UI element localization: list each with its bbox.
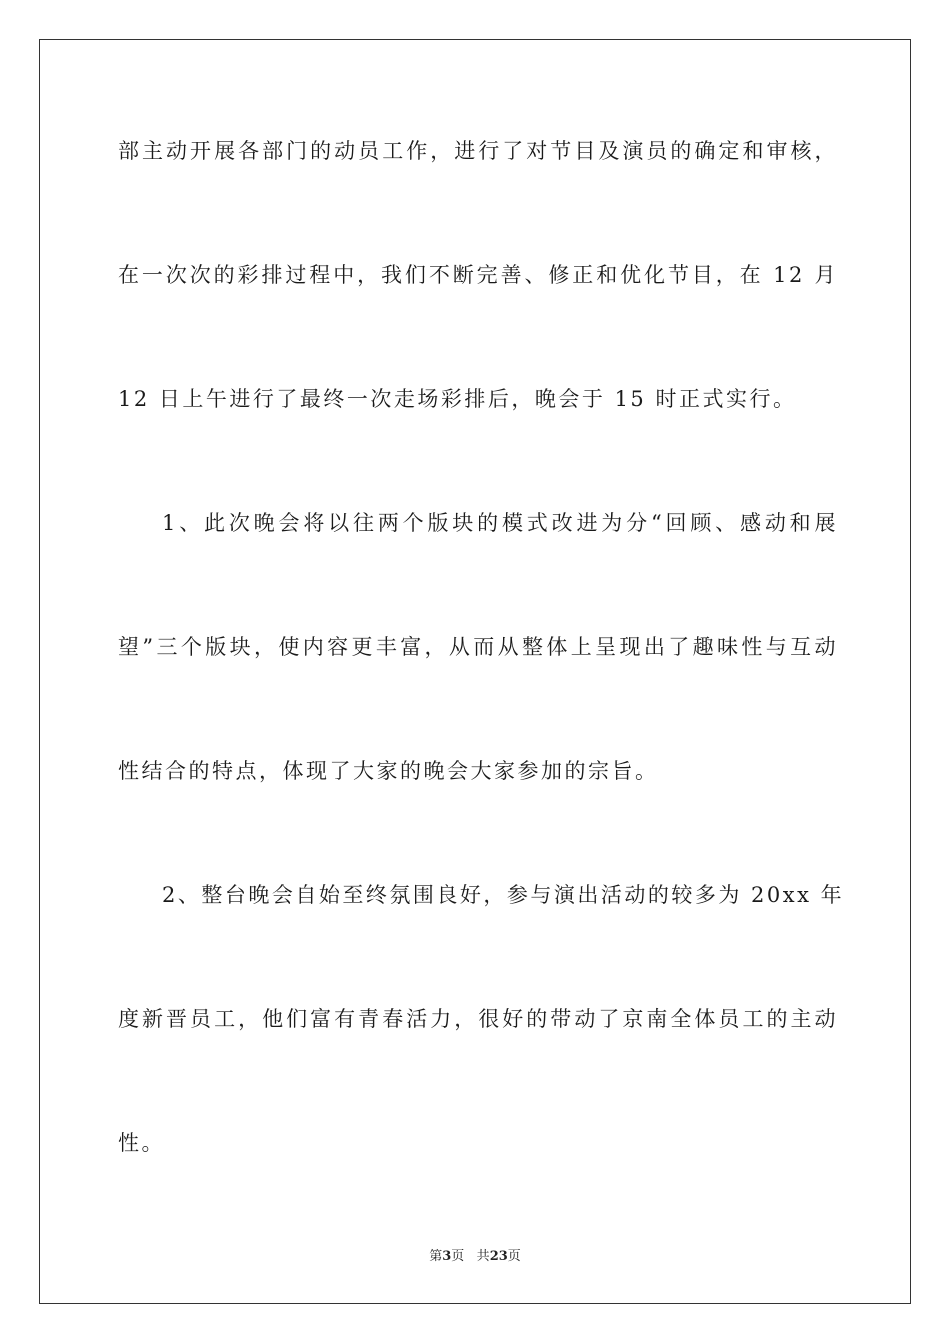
paragraph-1-line: 1、此次晚会将以往两个版块的模式改进为分“回顾、感动和展 <box>162 511 838 535</box>
text-line: 度新晋员工，他们富有青春活力，很好的带动了京南全体员工的主动 <box>118 1007 838 1031</box>
page-footer <box>0 1248 950 1266</box>
text-line: 在一次次的彩排过程中，我们不断完善、修正和优化节目，在 12 月 <box>118 263 838 287</box>
text-line: 望”三个版块，使内容更丰富，从而从整体上呈现出了趣味性与互动 <box>118 635 838 659</box>
text-line: 性。 <box>118 1131 165 1155</box>
paragraph-2-line: 2、整台晚会自始至终氛围良好，参与演出活动的较多为 20xx 年 <box>162 883 845 907</box>
page-frame <box>39 39 911 1304</box>
text-line: 12 日上午进行了最终一次走场彩排后，晚会于 15 时正式实行。 <box>118 387 797 411</box>
text-line: 部主动开展各部门的动员工作，进行了对节目及演员的确定和审核， <box>118 139 838 163</box>
page-total: 23 <box>489 1249 508 1264</box>
page-current: 3 <box>442 1249 452 1264</box>
page-prefix: 第 <box>429 1249 443 1264</box>
page-suffix: 页 <box>451 1249 465 1264</box>
total-prefix: 共 <box>476 1249 490 1264</box>
text-line: 性结合的特点，体现了大家的晚会大家参加的宗旨。 <box>118 759 659 783</box>
total-suffix: 页 <box>507 1249 521 1264</box>
